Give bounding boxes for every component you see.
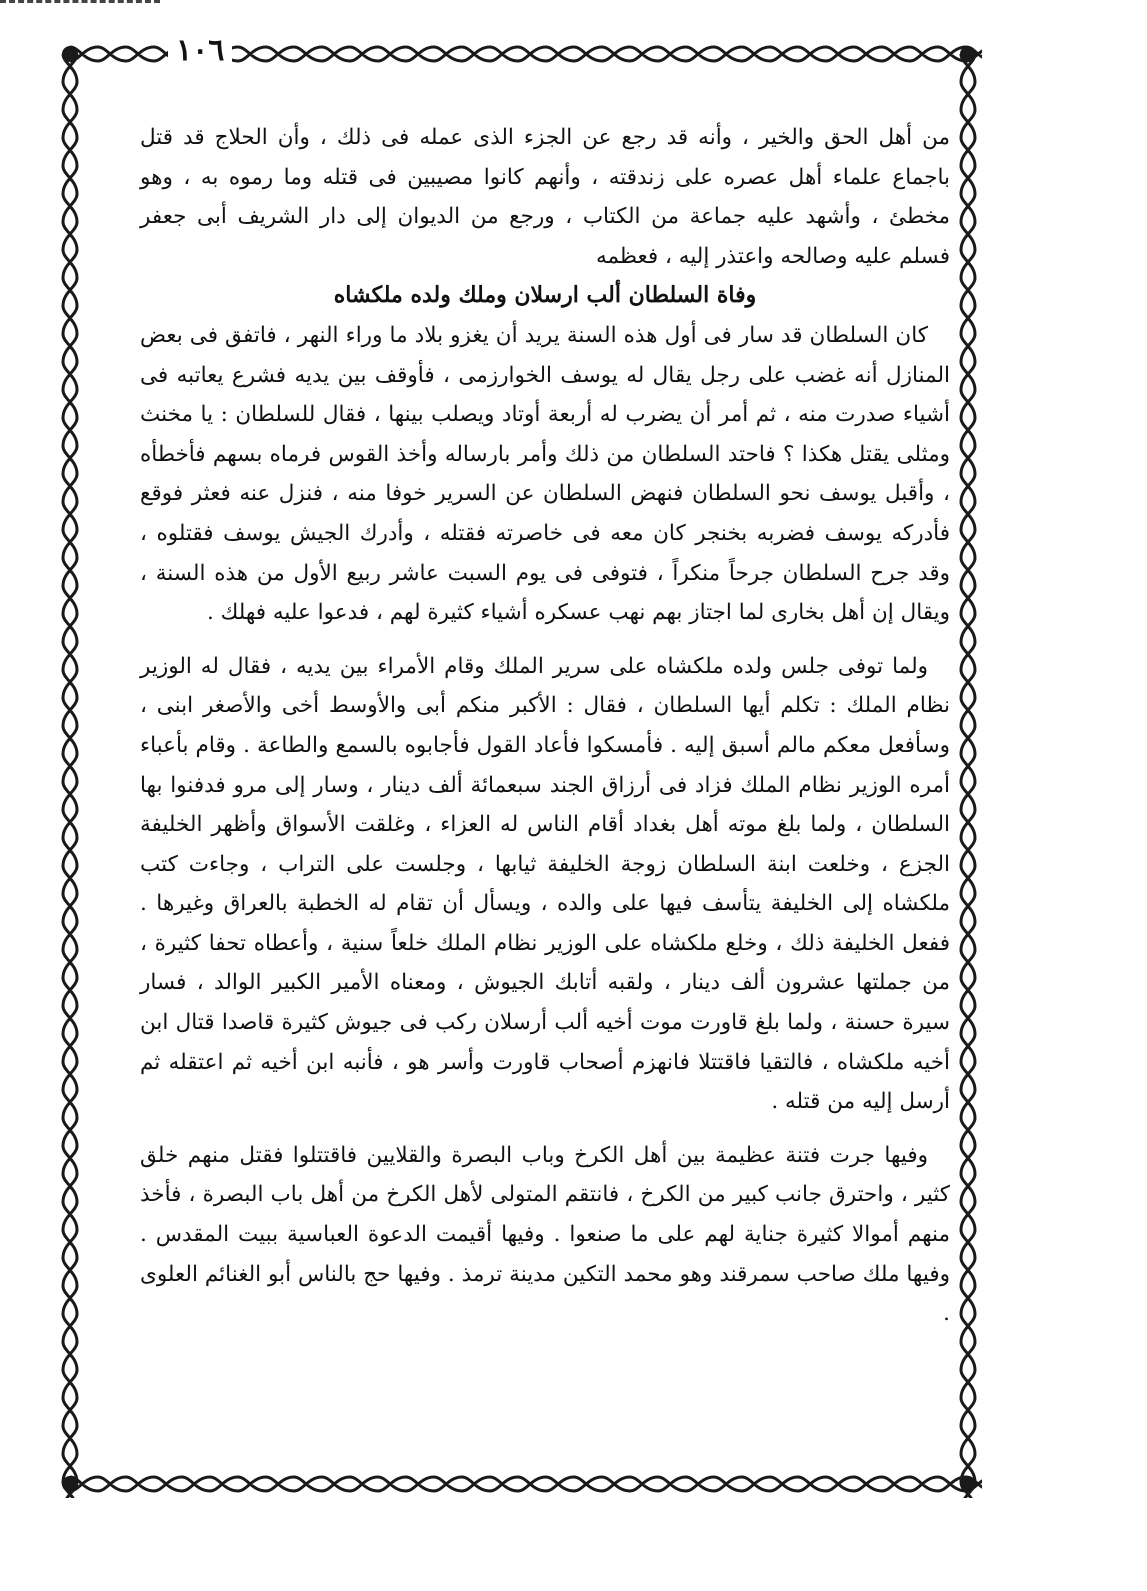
paragraph: ولما توفى جلس ولده ملكشاه على سرير الملك وقام الأمراء بين يديه ، فقال له الوزير نظام الملك : تكلم أيها السلطان ، فقال : الأكبر منكم أبى والأوسط أخى والأصغر ابنى ، وسأفعل معكم مالم أسبق إليه . فأمسكوا فأعاد القول فأجابوه بالسمع والطاعة . وقام بأعباء أمره الوزير نظام الملك فزاد فى أرزاق الجند سبعمائة ألف دينار ، وسار إلى مرو فدفنوا بها السلطان ، ولما بلغ موته أهل بغداد أقام الناس له العزاء ، وغلقت الأسواق وأظهر الخليفة الجزع ، وخلعت ابنة السلطان زوجة الخليفة ثيابها ، وجلست على التراب ، وجاءت كتب ملكشاه إلى الخليفة يتأسف فيها على والده ، ويسأل أن تقام له الخطبة بالعراق وغيرها . ففعل الخليفة ذلك ، وخلع ملكشاه على الوزير نظام الملك خلعاً سنية ، وأعطاه تحفا كثيرة ، من جملتها عشرون ألف دينار ، ولقبه أتابك الجيوش ، ومعناه الأمير الكبير الوالد ، فسار سيرة حسنة ، ولما بلغ قاورت موت أخيه ألب أرسلان ركب فى جيوش كثيرة قاصدا قتال ابن أخيه ملكشاه ، فالتقيا فاقتتلا فانهزم أصحاب قاورت وأسر هو ، فأنبه ابن أخيه ثم اعتقله ثم أرسل إليه من قتله . bbox=[140, 653, 950, 1115]
paragraph: وفيها جرت فتنة عظيمة بين أهل الكرخ وباب البصرة والقلايين فاقتتلوا فقتل منهم خلق كثير ، واحترق جانب كبير من الكرخ ، فانتقم المتولى لأهل الكرخ من أهل باب البصرة ، فأخذ منهم أموالا كثيرة جناية لهم على ما صنعوا . وفيها أقيمت الدعوة العباسية ببيت المقدس . وفيها ملك صاحب سمرقند وهو محمد التكين مدينة ترمذ . وفيها حج بالناس أبو الغنائم العلوى . bbox=[140, 1142, 950, 1327]
section-heading: وفاة السلطان ألب ارسلان وملك ولده ملكشاه bbox=[333, 282, 757, 309]
paragraph: كان السلطان قد سار فى أول هذه السنة يريد أن يغزو بلاد ما وراء النهر ، فاتفق فى بعض المنازل أنه غضب على رجل يقال له يوسف الخوارزمى ، فأوقف بين يديه فشرع يعاتبه فى أشياء صدرت منه ، ثم أمر أن يضرب له أربعة أوتاد ويصلب بينها ، فقال للسلطان : يا مخنث ومثلى يقتل هكذا ؟ فاحتد السلطان من ذلك وأمر بارساله وأخذ القوس فرماه بسهم فأخطأه ، وأقبل يوسف نحو السلطان فنهض السلطان عن السرير خوفا منه ، فنزل عنه فعثر فوقع فأدركه يوسف فضربه بخنجر كان معه فى خاصرته فقتله ، وأدرك الجيش يوسف فقتلوه ، وقد جرح السلطان جرحاً منكراً ، فتوفى فى يوم السبت عاشر ربيع الأول من هذه السنة ، ويقال إن أهل بخارى لما اجتاز بهم نهب عسكره أشياء كثيرة لهم ، فدعوا عليه فهلك . bbox=[140, 322, 950, 626]
page-number: ١٠٦ bbox=[168, 33, 232, 69]
paragraph-intro: من أهل الحق والخير ، وأنه قد رجع عن الجزء الذى عمله فى ذلك ، وأن الحلاج قد قتل باجماع علماء أهل عصره على زندقته ، وأنهم كانوا مصيبين فى قتله وما رموه به ، وهو مخطئ ، وأشهد عليه جماعة من الكتاب ، ورجع من الديوان إلى دار الشريف أبى جعفر فسلم عليه وصالحه واعتذر إليه ، فعظمه bbox=[140, 125, 950, 269]
scan-edge-mark bbox=[0, 0, 160, 7]
page-body bbox=[140, 118, 950, 1334]
